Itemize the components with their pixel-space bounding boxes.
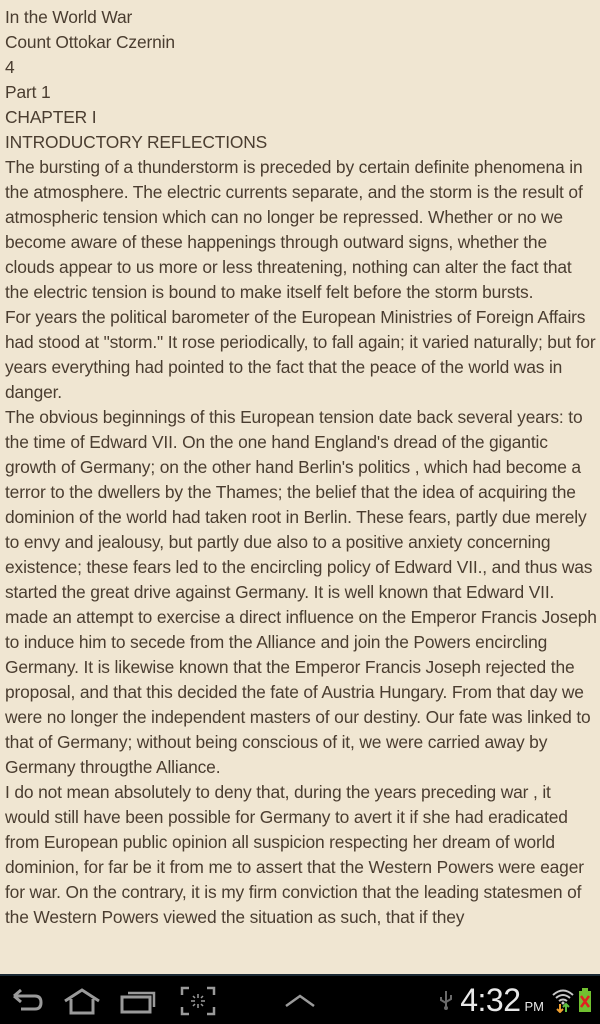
paragraph: I do not mean absolutely to deny that, during the years preceding war , it would still have been possible for Germany to avert it if she had eradicated from European public opinion all suspicion respecting her dream of world dominion, for far be it from me to assert that the Western Powers were eager for war. On the contrary, it is my firm conviction that the leading statesmen of the Western Powers viewed the situation as such, that if they [5, 782, 584, 927]
recent-apps-icon [119, 987, 157, 1015]
home-button[interactable] [62, 984, 102, 1018]
menu-up-button[interactable] [280, 984, 320, 1018]
book-author: Count Ottokar Czernin [5, 32, 175, 52]
screenshot-button[interactable] [178, 984, 218, 1018]
page-marker: 4 [5, 57, 15, 77]
menu-up-icon [283, 991, 317, 1011]
battery-icon [578, 987, 592, 1013]
book-title: In the World War [5, 7, 133, 27]
back-icon [11, 988, 45, 1014]
paragraph: The obvious beginnings of this European tension date back several years: to the time of Edward VII. On the one hand England's dread of the gigantic growth of Germany; on the other hand Berlin's politics , which had become a terror to the dwellers by the Thames; the belief that the idea of acquiring the dominion of the world had taken root in Berlin. These fears, partly due merely to envy and jealousy, but partly due also to a positive anxiety concerning existence; these fears led to the encircling policy of Edward VII., and thus was started the great drive against Germany. It is well known that Edward VII. made an attempt to exercise a direct influence on the Emperor Francis Joseph to induce him to secede from the Alliance and join the Powers encircling Germany. It is likewise known that the Emperor Francis Joseph rejected the proposal, and that this decided the fate of Austria Hungary. From that day we were no longer the independent masters of our destiny. Our fate was linked to that of Germany; without being conscious of it, we were carried away by Germany througthe Alliance. [5, 407, 597, 777]
clock-time: 4:32 [460, 981, 521, 1018]
chapter-title: INTRODUCTORY REFLECTIONS [5, 132, 268, 152]
chapter-heading: CHAPTER I [5, 107, 97, 127]
system-navigation-bar [0, 974, 600, 1024]
paragraph: For years the political barometer of the European Ministries of Foreign Affairs had stood at "storm." It rose periodically, to fall again; it varied naturally; but for years everything had pointed to the fact that the peace of the world was in danger. [5, 307, 596, 402]
usb-icon [438, 989, 454, 1011]
wifi-icon [552, 987, 574, 1013]
home-icon [62, 987, 102, 1015]
paragraph: The bursting of a thunderstorm is preceded by certain definite phenomena in the atmosphere. The electric currents separate, and the storm is the result of atmospheric tension which can no longer be repressed. Whether or no we become aware of these happenings through outward signs, whether the clouds appear to us more or less threatening, nothing can alter the fact that the electric tension is bound to make itself felt before the storm bursts. [5, 157, 583, 302]
status-area[interactable] [438, 976, 600, 1024]
back-button[interactable] [8, 984, 48, 1018]
recent-apps-button[interactable] [118, 984, 158, 1018]
clock-ampm: PM [524, 998, 544, 1014]
screenshot-icon [180, 986, 216, 1016]
part-heading: Part 1 [5, 82, 51, 102]
